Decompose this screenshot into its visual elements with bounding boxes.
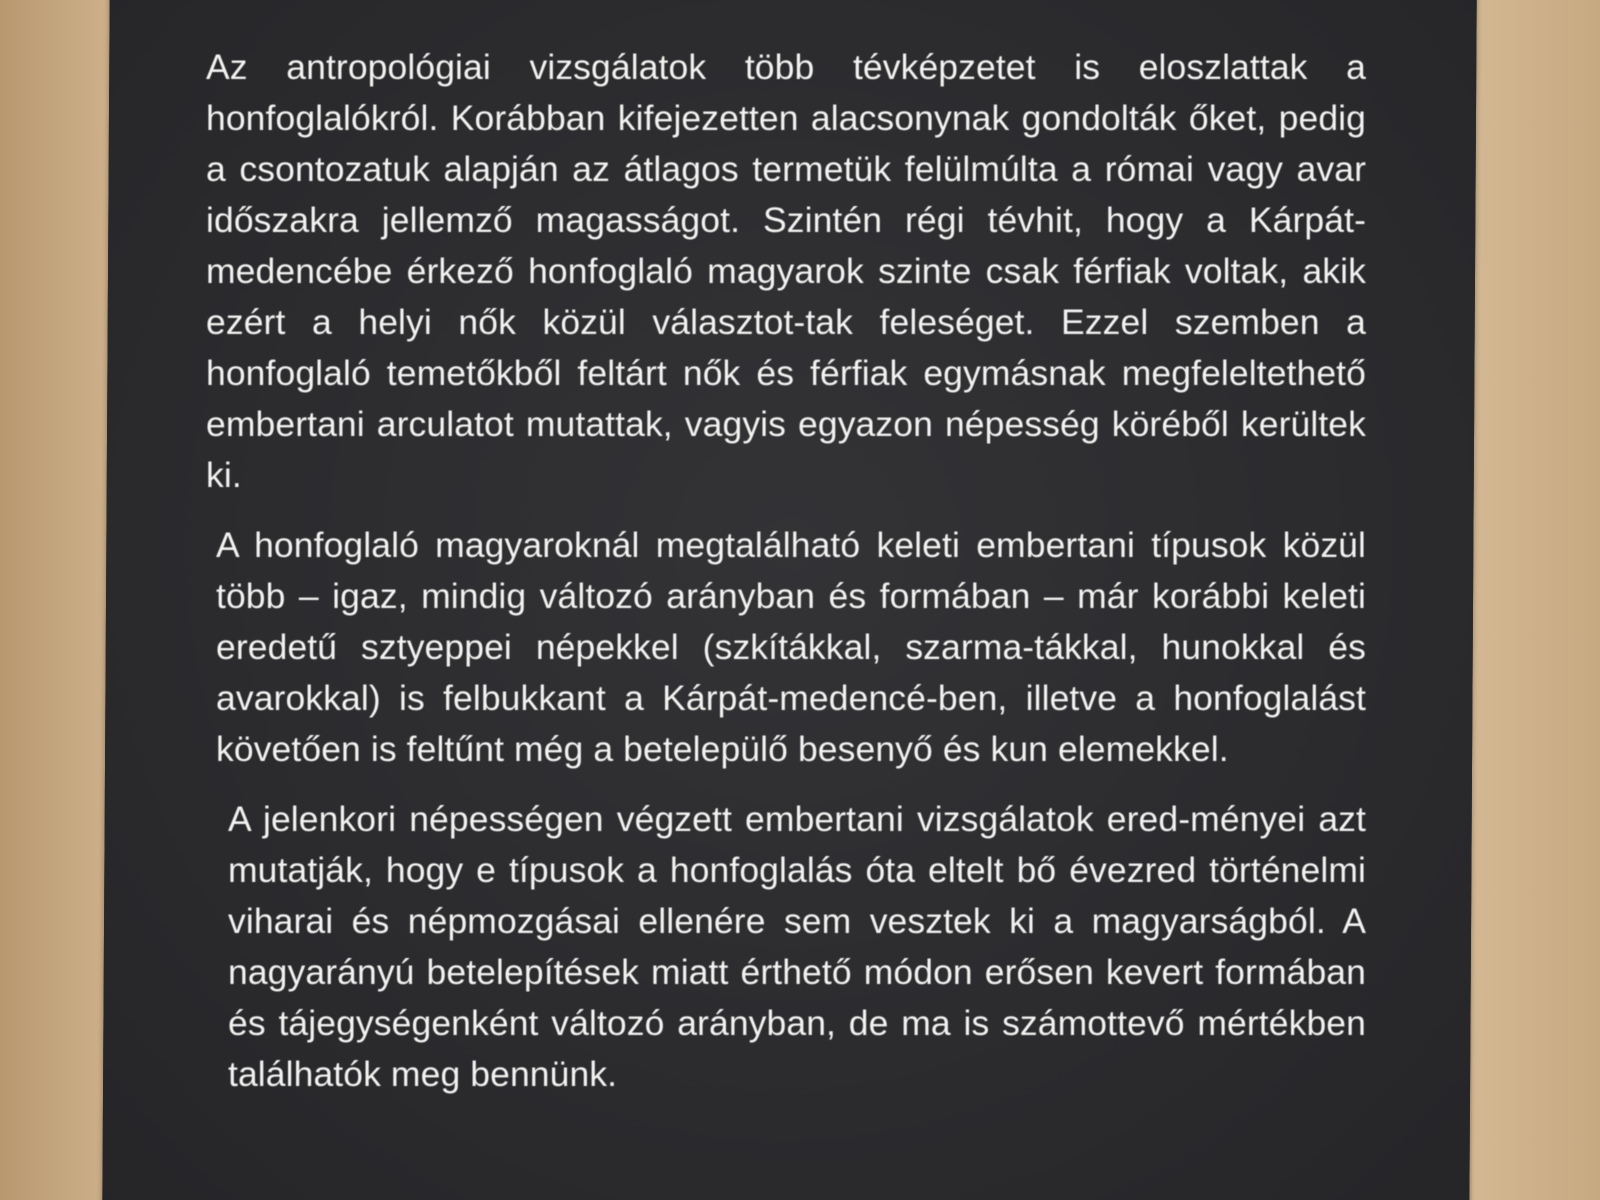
- paragraph-1: Az antropológiai vizsgálatok több tévképzetet is eloszlattak a honfoglalókról. Korábban kifejezetten alacsonynak gondolták őket, pedig a csontozatuk alapján az átlagos termetük felülmúlta a római vagy avar időszakra jellemző magasságot. Szintén régi tévhit, hogy a Kárpát-medencébe érkező honfoglaló magyarok szinte csak férfiak voltak, akik ezért a helyi nők közül választot-tak feleséget. Ezzel szemben a honfoglaló temetőkből feltárt nők és férfiak egymásnak megfeleltethető embertani arculatot mutattak, vagyis egyazon népesség köréből kerültek ki.: [206, 47, 1366, 495]
- paragraph-2: A honfoglaló magyaroknál megtalálható keleti embertani típusok közül több – igaz, mindig változó arányban és formában – már korábbi keleti eredetű sztyeppei népekkel (szkítákkal, szarma-tákkal, hunokkal és avarokkal) is felbukkant a Kárpát-medencé-ben, illetve a honfoglalást követően is feltűnt még a betelepülő besenyő és kun elemekkel.: [216, 525, 1366, 769]
- wall-left: [0, 0, 108, 1200]
- wall-right: [1472, 0, 1600, 1200]
- paragraph-3: A jelenkori népességen végzett embertani vizsgálatok ered-ményei azt mutatják, hogy e típusok a honfoglalás óta eltelt bő évezred történelmi viharai és népmozgásai ellenére sem vesztek ki a magyarságból. A nagyarányú betelepítések miatt érthető módon erősen kevert formában és tájegységenként változó arányban, de ma is számottevő mértékben találhatók meg bennünk.: [228, 799, 1366, 1094]
- panel-text: [206, 42, 1366, 1100]
